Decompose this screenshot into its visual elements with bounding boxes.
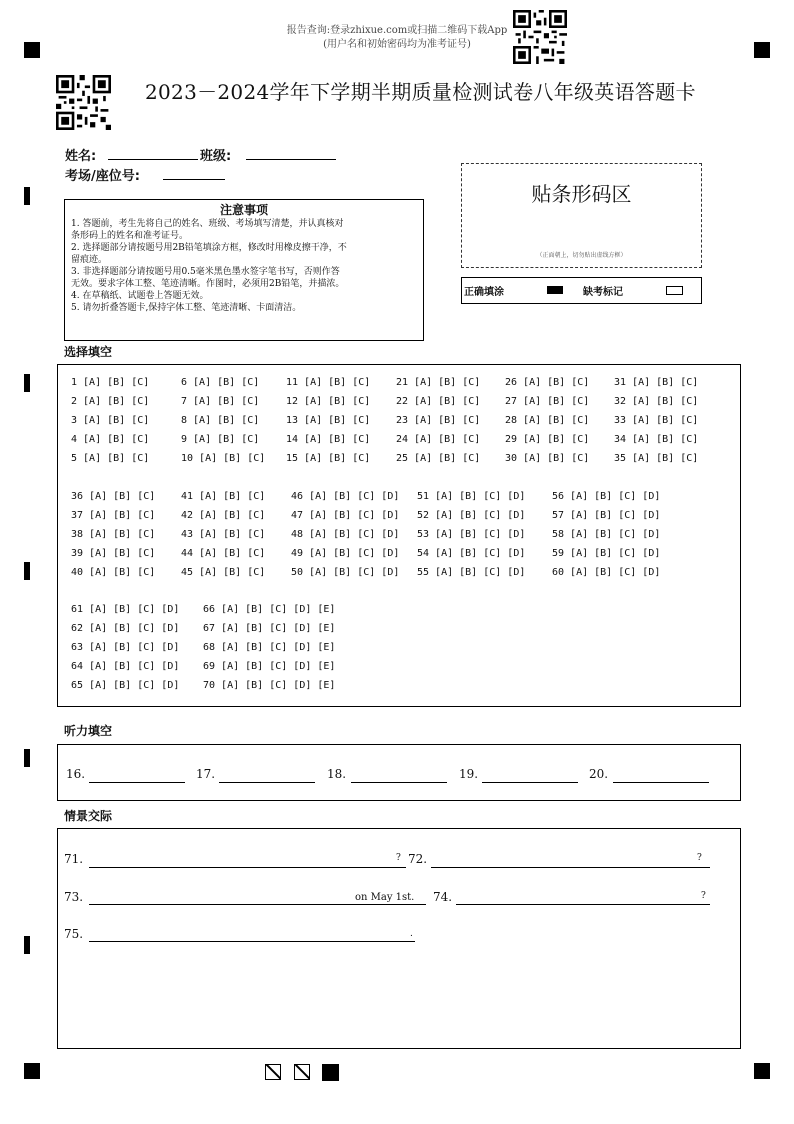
choice-question-row[interactable]: 49 [A] [B] [C] [D]: [291, 548, 400, 559]
choice-question-row[interactable]: 6 [A] [B] [C]: [181, 377, 260, 388]
choice-question-row[interactable]: 22 [A] [B] [C]: [396, 396, 481, 407]
listening-q19-label: 19.: [459, 767, 479, 781]
listening-q20-label: 20.: [589, 767, 609, 781]
choice-question-row[interactable]: 31 [A] [B] [C]: [614, 377, 699, 388]
choice-question-row[interactable]: 52 [A] [B] [C] [D]: [417, 510, 526, 521]
choice-question-row[interactable]: 5 [A] [B] [C]: [71, 453, 150, 464]
choice-question-row[interactable]: 66 [A] [B] [C] [D] [E]: [203, 604, 336, 615]
name-field[interactable]: [108, 159, 198, 160]
listening-q20-line[interactable]: [613, 782, 709, 783]
choice-question-row[interactable]: 11 [A] [B] [C]: [286, 377, 371, 388]
notice-line: 5. 请勿折叠答题卡,保持字体工整、笔迹清晰、卡面清洁。: [71, 303, 302, 313]
choice-question-row[interactable]: 36 [A] [B] [C]: [71, 491, 156, 502]
dialogue-q72-end: ?: [697, 853, 702, 863]
choice-question-row[interactable]: 58 [A] [B] [C] [D]: [552, 529, 661, 540]
choice-question-row[interactable]: 23 [A] [B] [C]: [396, 415, 481, 426]
section-choice-title: 选择填空: [64, 345, 113, 359]
dialogue-q72-line[interactable]: [431, 867, 710, 868]
choice-question-row[interactable]: 60 [A] [B] [C] [D]: [552, 567, 661, 578]
notice-line: 3. 非选择题部分请按题号用0.5毫米黑色墨水签字笔书写，否则作答: [71, 267, 340, 277]
dialogue-q73-line[interactable]: [89, 904, 426, 905]
dialogue-q75-line[interactable]: [89, 941, 415, 942]
choice-question-row[interactable]: 13 [A] [B] [C]: [286, 415, 371, 426]
choice-question-row[interactable]: 55 [A] [B] [C] [D]: [417, 567, 526, 578]
choice-question-row[interactable]: 59 [A] [B] [C] [D]: [552, 548, 661, 559]
dialogue-q71-end: ?: [396, 853, 401, 863]
barcode-note: （正面朝上，切勿贴出虚线方框）: [536, 252, 627, 259]
notice-line: 2. 选择题部分请按题号用2B铅笔填涂方框，修改时用橡皮擦干净，不: [71, 243, 347, 253]
notice-line: 4. 在草稿纸、试题卷上答题无效。: [71, 291, 209, 301]
name-label: 姓名:: [65, 149, 97, 164]
listening-q19-line[interactable]: [482, 782, 578, 783]
choice-question-row[interactable]: 57 [A] [B] [C] [D]: [552, 510, 661, 521]
listening-q16-line[interactable]: [89, 782, 185, 783]
choice-question-row[interactable]: 10 [A] [B] [C]: [181, 453, 266, 464]
choice-question-row[interactable]: 32 [A] [B] [C]: [614, 396, 699, 407]
choice-question-row[interactable]: 30 [A] [B] [C]: [505, 453, 590, 464]
choice-question-row[interactable]: 26 [A] [B] [C]: [505, 377, 590, 388]
dialogue-q71-label: 71.: [64, 852, 84, 866]
choice-question-row[interactable]: 3 [A] [B] [C]: [71, 415, 150, 426]
page-title: 2023－2024学年下学期半期质量检测试卷八年级英语答题卡: [145, 80, 696, 104]
report-query-sub: (用户名和初始密码均为准考证号): [323, 39, 471, 50]
card-qr-code: [56, 75, 111, 130]
listening-q16-label: 16.: [66, 767, 86, 781]
choice-question-row[interactable]: 2 [A] [B] [C]: [71, 396, 150, 407]
dialogue-q74-label: 74.: [433, 890, 453, 904]
page-mark-crossed: [294, 1064, 310, 1080]
notice-box: [64, 199, 424, 341]
dialogue-q74-end: ?: [701, 891, 706, 901]
choice-question-row[interactable]: 28 [A] [B] [C]: [505, 415, 590, 426]
listening-answer-box: [57, 744, 741, 801]
choice-question-row[interactable]: 70 [A] [B] [C] [D] [E]: [203, 680, 336, 691]
choice-question-row[interactable]: 69 [A] [B] [C] [D] [E]: [203, 661, 336, 672]
choice-question-row[interactable]: 24 [A] [B] [C]: [396, 434, 481, 445]
correct-fill-label: 正确填涂: [464, 287, 504, 298]
barcode-area: [461, 163, 702, 268]
choice-question-row[interactable]: 64 [A] [B] [C] [D]: [71, 661, 180, 672]
choice-question-row[interactable]: 12 [A] [B] [C]: [286, 396, 371, 407]
correct-fill-sample: [547, 286, 563, 294]
choice-question-row[interactable]: 37 [A] [B] [C]: [71, 510, 156, 521]
listening-q17-label: 17.: [196, 767, 216, 781]
choice-question-row[interactable]: 14 [A] [B] [C]: [286, 434, 371, 445]
dialogue-q73-end: on May 1st.: [355, 892, 415, 903]
choice-question-row[interactable]: 4 [A] [B] [C]: [71, 434, 150, 445]
choice-question-row[interactable]: 8 [A] [B] [C]: [181, 415, 260, 426]
corner-mark-bottom-left: [24, 1063, 40, 1079]
class-label: 班级:: [200, 149, 232, 164]
absent-mark-box[interactable]: [666, 286, 683, 295]
barcode-title: 贴条形码区: [531, 182, 632, 206]
choice-question-row[interactable]: 54 [A] [B] [C] [D]: [417, 548, 526, 559]
choice-question-row[interactable]: 51 [A] [B] [C] [D]: [417, 491, 526, 502]
choice-question-row[interactable]: 44 [A] [B] [C]: [181, 548, 266, 559]
page-mark-solid: [322, 1064, 339, 1081]
dialogue-q71-line[interactable]: [89, 867, 406, 868]
choice-question-row[interactable]: 35 [A] [B] [C]: [614, 453, 699, 464]
choice-question-row[interactable]: 43 [A] [B] [C]: [181, 529, 266, 540]
timing-bar: [24, 749, 30, 767]
timing-bar: [24, 936, 30, 954]
choice-question-row[interactable]: 45 [A] [B] [C]: [181, 567, 266, 578]
timing-bar: [24, 187, 30, 205]
timing-bar: [24, 562, 30, 580]
dialogue-q72-label: 72.: [408, 852, 428, 866]
choice-question-row[interactable]: 46 [A] [B] [C] [D]: [291, 491, 400, 502]
choice-question-row[interactable]: 34 [A] [B] [C]: [614, 434, 699, 445]
choice-question-row[interactable]: 9 [A] [B] [C]: [181, 434, 260, 445]
choice-question-row[interactable]: 21 [A] [B] [C]: [396, 377, 481, 388]
choice-question-row[interactable]: 38 [A] [B] [C]: [71, 529, 156, 540]
choice-question-row[interactable]: 48 [A] [B] [C] [D]: [291, 529, 400, 540]
corner-mark-bottom-right: [754, 1063, 770, 1079]
choice-question-row[interactable]: 61 [A] [B] [C] [D]: [71, 604, 180, 615]
choice-question-row[interactable]: 56 [A] [B] [C] [D]: [552, 491, 661, 502]
section-dialogue-title: 情景交际: [64, 809, 113, 823]
absent-mark-label: 缺考标记: [583, 287, 623, 298]
choice-question-row[interactable]: 65 [A] [B] [C] [D]: [71, 680, 180, 691]
choice-question-row[interactable]: 29 [A] [B] [C]: [505, 434, 590, 445]
choice-question-row[interactable]: 7 [A] [B] [C]: [181, 396, 260, 407]
timing-bar: [24, 374, 30, 392]
fill-legend: [461, 277, 702, 304]
choice-question-row[interactable]: 63 [A] [B] [C] [D]: [71, 642, 180, 653]
notice-line: 留痕迹。: [71, 255, 108, 265]
choice-question-row[interactable]: 41 [A] [B] [C]: [181, 491, 266, 502]
dialogue-q73-label: 73.: [64, 890, 84, 904]
dialogue-q75-label: 75.: [64, 927, 84, 941]
listening-q17-line[interactable]: [219, 782, 315, 783]
page-mark-crossed: [265, 1064, 281, 1080]
choice-question-row[interactable]: 62 [A] [B] [C] [D]: [71, 623, 180, 634]
choice-question-row[interactable]: 40 [A] [B] [C]: [71, 567, 156, 578]
choice-question-row[interactable]: 42 [A] [B] [C]: [181, 510, 266, 521]
listening-q18-line[interactable]: [351, 782, 447, 783]
choice-question-row[interactable]: 15 [A] [B] [C]: [286, 453, 371, 464]
choice-question-row[interactable]: 39 [A] [B] [C]: [71, 548, 156, 559]
report-query-line: 报告查询:登录zhixue.com或扫描二维码下载App: [286, 25, 508, 36]
choice-question-row[interactable]: 25 [A] [B] [C]: [396, 453, 481, 464]
class-field[interactable]: [246, 159, 336, 160]
choice-question-row[interactable]: 47 [A] [B] [C] [D]: [291, 510, 400, 521]
dialogue-q74-line[interactable]: [456, 904, 710, 905]
room-seat-field[interactable]: [163, 179, 225, 180]
app-qr-code: [513, 10, 567, 64]
choice-question-row[interactable]: 68 [A] [B] [C] [D] [E]: [203, 642, 336, 653]
choice-question-row[interactable]: 50 [A] [B] [C] [D]: [291, 567, 400, 578]
choice-question-row[interactable]: 53 [A] [B] [C] [D]: [417, 529, 526, 540]
choice-question-row[interactable]: 33 [A] [B] [C]: [614, 415, 699, 426]
section-listening-title: 听力填空: [64, 724, 113, 738]
room-seat-label: 考场/座位号:: [65, 169, 140, 184]
listening-q18-label: 18.: [327, 767, 347, 781]
dialogue-q75-end: .: [410, 929, 413, 939]
notice-line: 条形码上的姓名和准考证号。: [71, 231, 189, 241]
choice-question-row[interactable]: 67 [A] [B] [C] [D] [E]: [203, 623, 336, 634]
notice-line: 无效。要求字体工整、笔迹清晰。作图时，必须用2B铅笔，并描浓。: [71, 279, 345, 289]
notice-title: 注意事项: [219, 203, 268, 217]
choice-question-row[interactable]: 1 [A] [B] [C]: [71, 377, 150, 388]
choice-question-row[interactable]: 27 [A] [B] [C]: [505, 396, 590, 407]
notice-line: 1. 答题前，考生先将自己的姓名、班级、考场填写清楚，并认真核对: [71, 219, 344, 229]
